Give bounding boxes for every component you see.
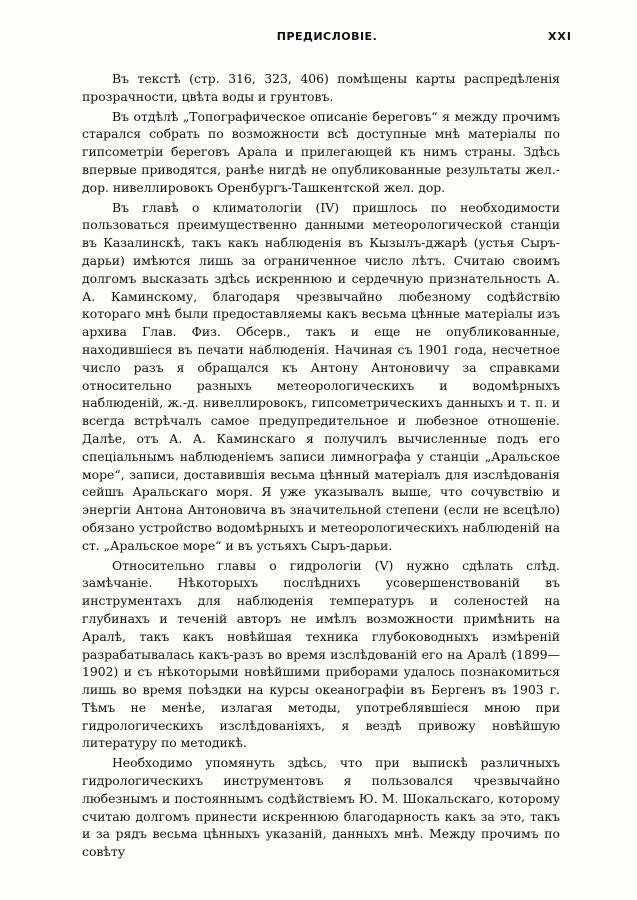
running-header	[82, 30, 572, 50]
paragraph-topography: Въ отдѣлѣ „Топографическое описаніе береговъ“ я между прочимъ старался собрать по возможности всѣ доступные мнѣ матеріалы по гипсометріи береговъ Арала и прилегающей къ нимъ страны. Здѣсь впервые приводятся, ранѣе нигдѣ не опубликованные результаты жел.-дор. нивеллировокъ Оренбургъ-Ташкентской жел. дор.	[82, 108, 560, 195]
running-title: ПРЕДИСЛОВІЕ.	[276, 30, 378, 43]
paragraph-maps-note: Въ текстѣ (стр. 316, 323, 406) помѣщены карты распредѣленія прозрачности, цвѣта воды и грунтовъ.	[82, 71, 560, 104]
paragraph-hydrology: Относительно главы о гидрологіи (V) нужно сдѣлать слѣд. замѣчаніе. Нѣкоторыхъ послѣднихъ усовершенствованій въ инструментахъ для наблюденія температуръ и соленостей на глубинахъ и теченій авторъ не имѣлъ возможности примѣнить на Аралѣ, такъ какъ новѣйшая техника глубоководныхъ измѣреній разрабатывалась какъ-разъ во время изслѣдованій его на Аралѣ (1899—1902) и съ нѣкоторыми новѣйшими приборами удалось познакомиться лишь во время поѣздки на курсы океанографіи въ Бергенъ въ 1903 г. Тѣмъ не менѣе, излагая методы, употреблявшіеся мною при гидрологическихъ изслѣдованіяхъ, я вездѣ привожу новѣйшую литературу по методикѣ.	[82, 557, 560, 751]
paragraph-instruments: Необходимо упомянуть здѣсь, что при выпискѣ различныхъ гидрологическихъ инструментовъ я пользовался чрезвычайно любезнымъ и постояннымъ содѣйствіемъ Ю. М. Шокальскаго, которому считаю долгомъ принести искреннюю благодарность какъ за это, такъ и за рядъ весьма цѣнныхъ указаній, данныхъ мнѣ. Между прочимъ по совѣту	[82, 755, 560, 860]
paragraph-climatology: Въ главѣ о климатологіи (IV) пришлось по необходимости пользоваться преимущественно данными метеорологической станціи въ Казалинскѣ, такъ какъ наблюденія въ Кызылъ-джарѣ (устья Сыръ-дарьи) имѣются лишь за ограниченное число лѣтъ. Считаю своимъ долгомъ высказать здѣсь искреннюю и сердечную признательность А. А. Каминскому, благодаря чрезвычайно любезному содѣйствію котораго мнѣ были предоставляемы какъ весьма цѣнные матеріалы изъ архива Глав. Физ. Обсерв., такъ и еще не опубликованные, находившіеся въ печати наблюденія. Начиная съ 1901 года, несчетное число разъ я обращался къ Антону Антоновичу за справками относительно разныхъ метеорологическихъ и водомѣрныхъ наблюденій, ж.-д. нивеллировокъ, гипсометрическихъ данныхъ и т. п. и всегда встрѣчалъ самое предупредительное и любезное отношеніе. Далѣе, отъ А. А. Каминскаго я получилъ вычисленные подъ его спеціальнымъ наблюденіемъ записи лимнографа у станціи „Аральское море“, записи, доставившія весьма цѣнный матеріалъ для изслѣдованія сейшъ Аральскаго моря. Я уже указывалъ выше, что сочувствію и энергіи Антона Антоновича въ значительной степени (если не всецѣло) обязано устройство водомѣрныхъ и метеорологическихъ наблюденій на ст. „Аральское море“ и въ устьяхъ Сыръ-дарьи.	[82, 199, 560, 553]
page-number: XXI	[547, 30, 572, 43]
body-text	[82, 70, 560, 863]
